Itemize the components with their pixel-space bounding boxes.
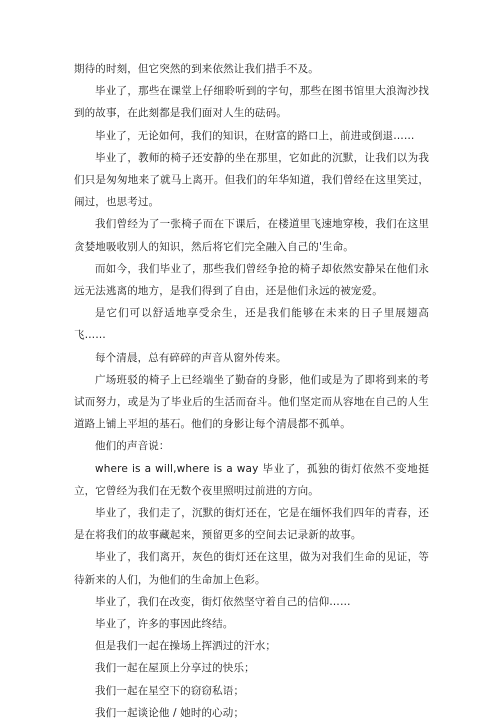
paragraph: 但是我们一起在操场上挥洒过的汗水； [95, 640, 277, 653]
paragraph: 每个清晨，总有碎碎的声音从窗外传来。 [95, 351, 287, 364]
paragraph: 是它们可以舒适地享受余生，还是我们能够在未来的日子里展翅高飞…… [74, 307, 429, 342]
document-page [74, 58, 429, 724]
paragraph: 毕业了，我们离开，灰色的街灯还在这里，做为对我们生命的见证，等待新来的人们，为他们的生命加上色彩。 [74, 551, 429, 586]
paragraph: 期待的时刻，但它突然的到来依然让我们措手不及。 [74, 63, 319, 75]
paragraph: 毕业了，许多的事因此终结。 [95, 618, 234, 631]
paragraph: 毕业了，无论如何，我们的知识，在财富的路口上，前进或倒退…… [95, 129, 415, 142]
paragraph: 我们一起在星空下的窃窃私语； [95, 684, 245, 697]
paragraph: 毕业了，我们走了，沉默的街灯还在，它是在缅怀我们四年的青春，还是在将我们的故事藏起来，预留更多的空间去记录新的故事。 [74, 507, 429, 542]
paragraph: 我们一起在屋顶上分享过的快乐； [95, 662, 255, 675]
paragraph: 毕业了，那些在课堂上仔细聆听到的字句，那些在图书馆里大浪淘沙找到的故事，在此刻都是我们面对人生的砝码。 [74, 85, 429, 120]
paragraph: 毕业了，教师的椅子还安静的坐在那里，它如此的沉默，让我们以为我们只是匆匆地来了就马上离开。但我们的年华知道，我们曾经在这里笑过，闹过，也思考过。 [74, 151, 429, 209]
paragraph: 我们曾经为了一张椅子而在下课后，在楼道里飞速地穿梭，我们在这里贪婪地吸收别人的知识，然后将它们完全融入自己的'生命。 [74, 218, 429, 253]
paragraph: where is a will,where is a way 毕业了，孤独的街灯依然不变地挺立，它曾经为我们在无数个夜里照明过前进的方向。 [74, 462, 429, 497]
paragraph: 他们的声音说： [95, 440, 170, 453]
paragraph: 毕业了，我们在改变，街灯依然坚守着自己的信仰…… [95, 595, 351, 608]
paragraph: 而如今，我们毕业了，那些我们曾经争抢的椅子却依然安静呆在他们永远无法逃离的地方，是我们得到了自由，还是他们永远的被宠爱。 [74, 262, 429, 298]
paragraph: 广场班驳的椅子上已经端坐了勤奋的身影，他们或是为了即将到来的考试而努力，或是为了毕业后的生活而奋斗。他们坚定而从容地在自己的人生道路上铺上平坦的基石。他们的身影让每个清晨都不孤单。 [74, 373, 429, 431]
paragraph: 我们一起谈论他 / 她时的心动； [95, 706, 245, 719]
